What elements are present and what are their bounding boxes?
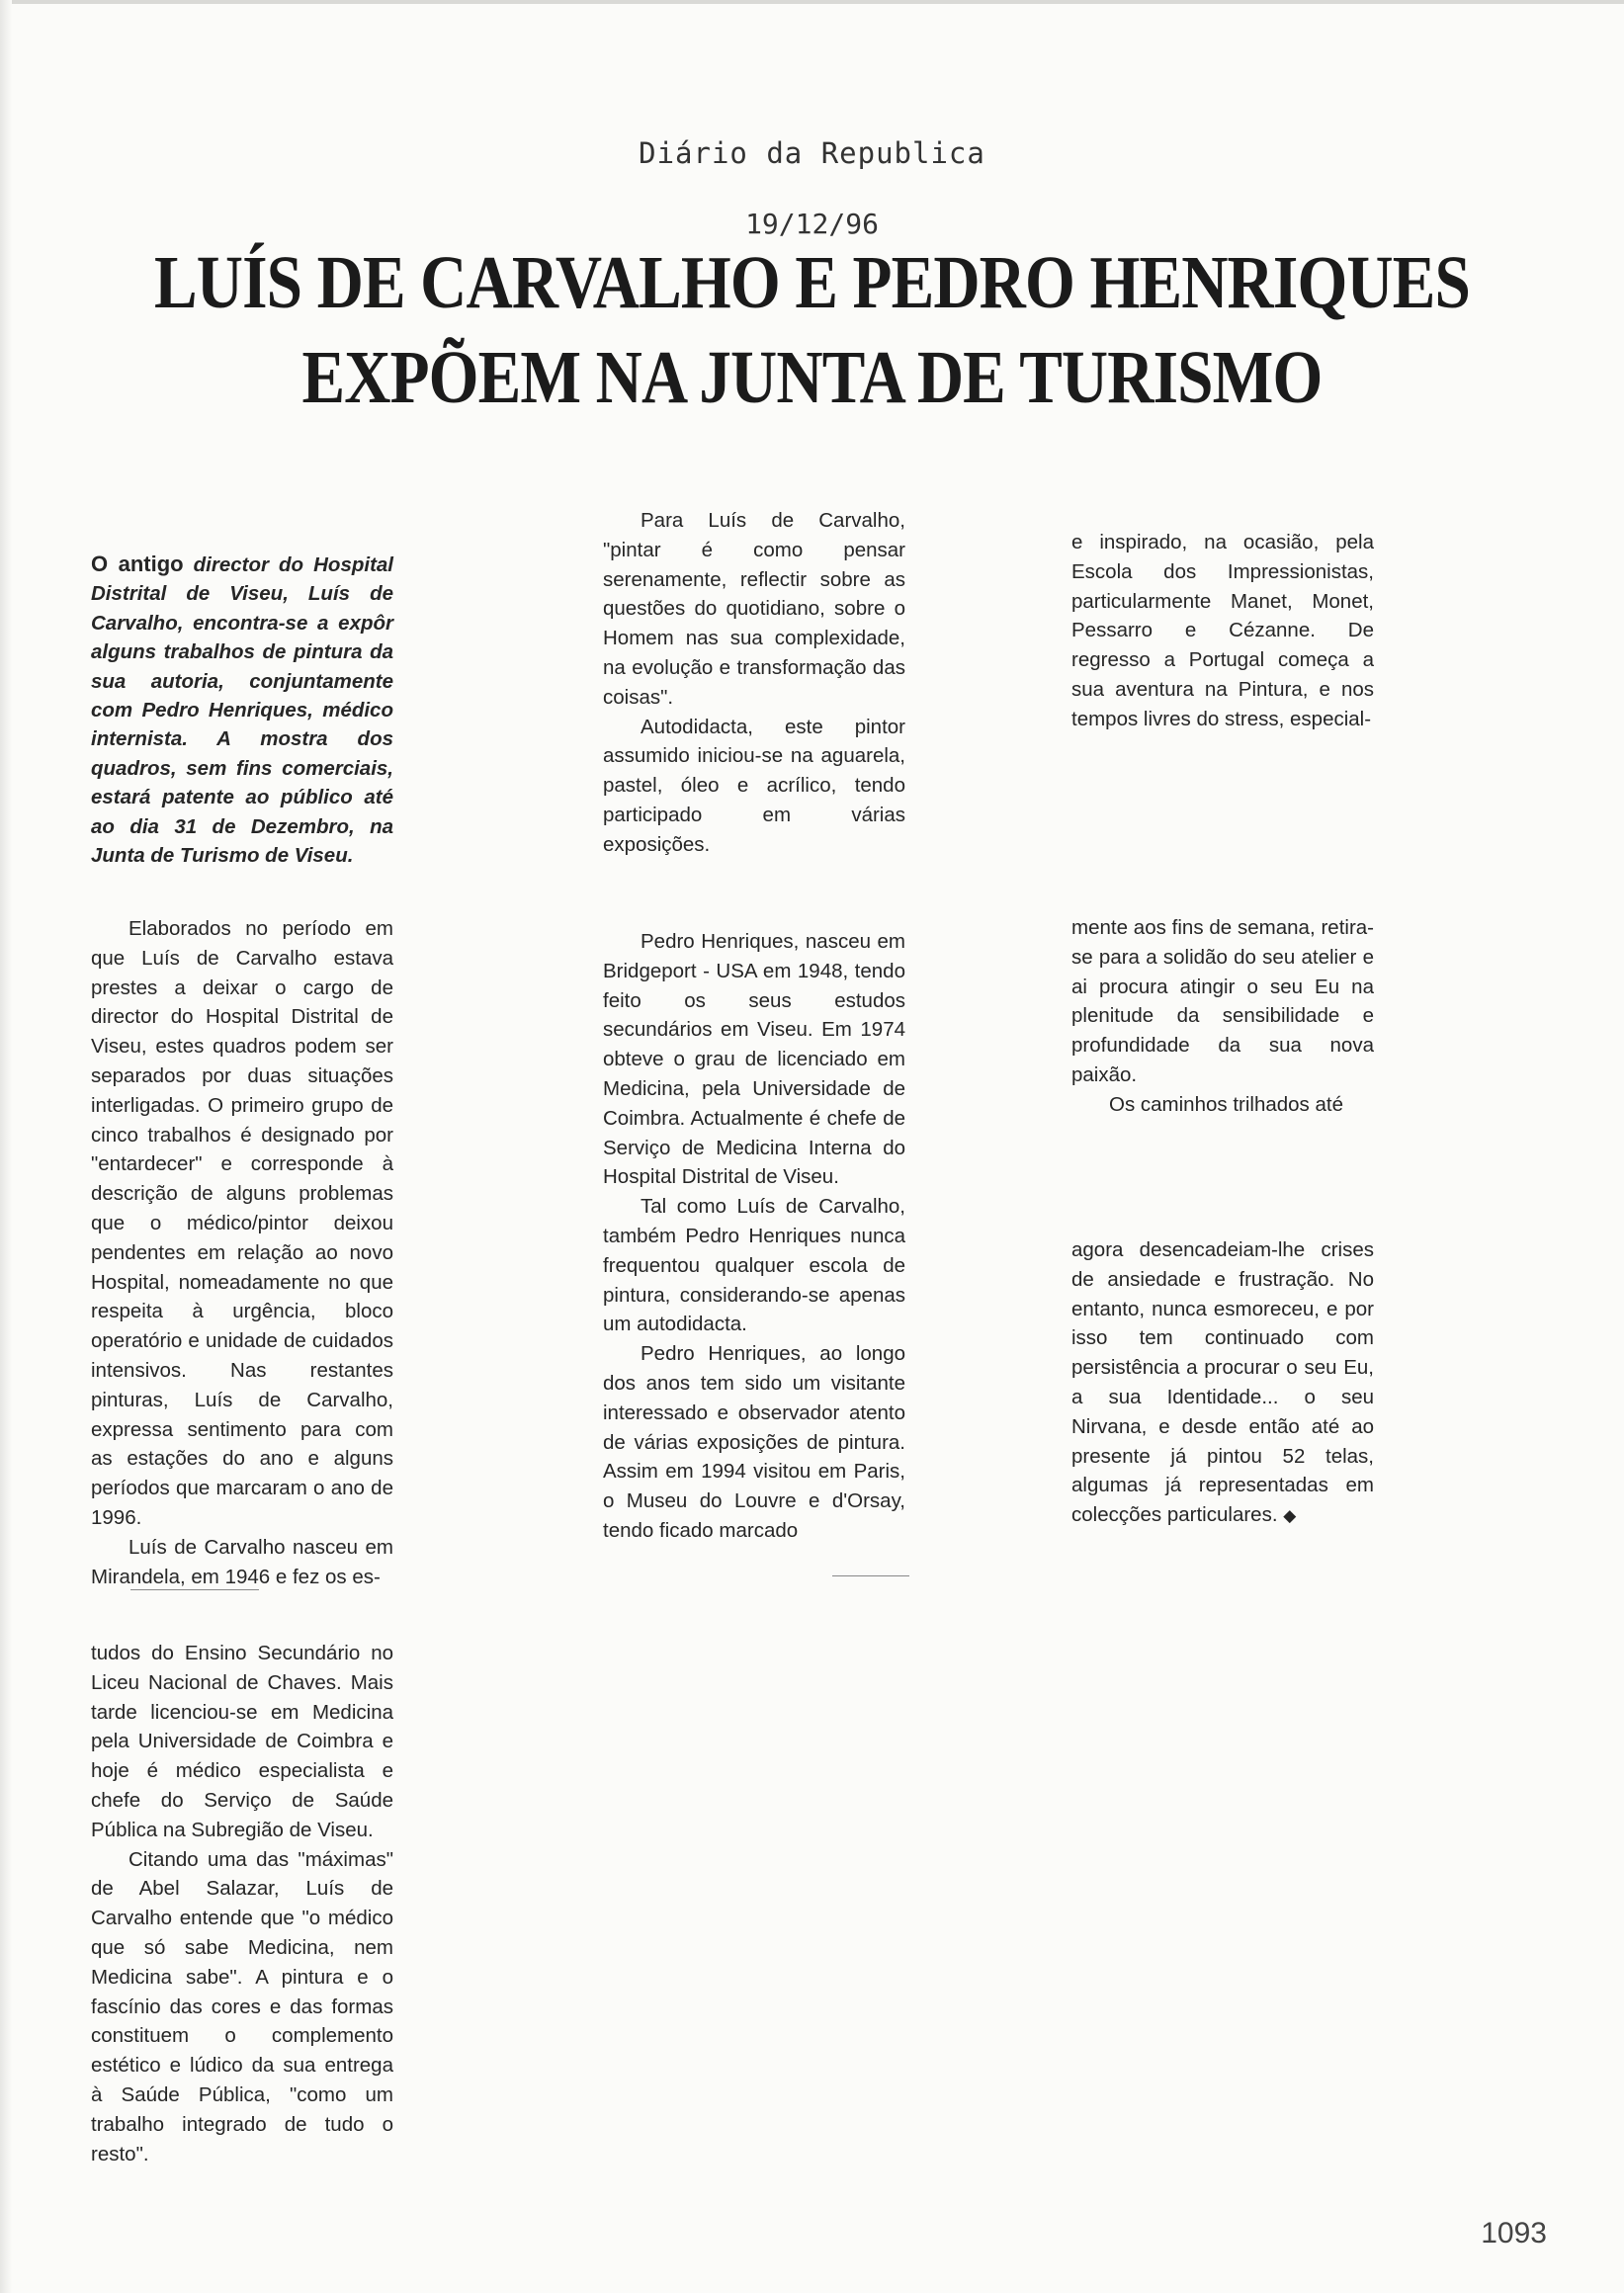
paragraph: Os caminhos trilhados até [1109, 1092, 1344, 1116]
column-rule [130, 1589, 259, 1590]
publication-date: 19/12/96 [745, 208, 879, 240]
column-2-top [603, 506, 905, 860]
page-number: 1093 [1481, 2217, 1547, 2250]
publication-name: Diário da Republica [639, 136, 985, 170]
paragraph: Autodidacta, este pintor assumido iniciou-se na aguarela, pastel, óleo e acrílico, tendo participado em várias exposições. [603, 715, 905, 856]
lead-paragraph [91, 550, 393, 870]
paragraph: mente aos fins de semana, retira-se para a solidão do seu atelier e ai procura atingir o seu Eu na plenitude da sensibilidade e profundidade da sua nova paixão. [1071, 916, 1374, 1086]
paragraph: Tal como Luís de Carvalho, também Pedro Henriques nunca frequentou qualquer escola de pintura, considerando-se apenas um autodidacta. [603, 1195, 905, 1336]
paragraph: tudos do Ensino Secundário no Liceu Nacional de Chaves. Mais tarde licenciou-se em Medicina pela Universidade de Coimbra e hoje é médico especialista e chefe do Serviço de Saúde Pública na Subregião de Viseu. [91, 1642, 393, 1841]
column-1-body [91, 914, 393, 1591]
column-3-bottom [1071, 1235, 1374, 1531]
headline-line-1: LUÍS DE CARVALHO E PEDRO HENRIQUES [153, 241, 1471, 324]
paragraph: Elaborados no período em que Luís de Carvalho estava prestes a deixar o cargo de director do Hospital Distrital de Viseu, estes quadros podem ser separados por duas situações interligadas. O primeiro grupo de cinco trabalhos é designado por "entardecer" e corresponde à descrição de alguns problemas que o médico/pintor deixou pendentes em relação ao novo Hospital, nomeadamente no que respeita à urgência, bloco operatório e unidade de cuidados intensivos. Nas restantes pinturas, Luís de Carvalho, expressa sentimento para com as estações do ano e alguns períodos que marcaram o ano de 1996. [91, 917, 393, 1529]
paragraph: Citando uma das "máximas" de Abel Salazar, Luís de Carvalho entende que "o médico que só sabe Medicina, nem Medicina sabe". A pintura e o fascínio das cores e das formas constituem o complemento estético e lúdico da sua entrega à Saúde Pública, "como um trabalho integrado de tudo o resto". [91, 1847, 393, 2166]
lead-block [91, 550, 393, 870]
page-top-edge [0, 0, 1624, 4]
column-rule [832, 1575, 909, 1576]
lead-drop: O antigo [91, 552, 184, 576]
paragraph: Pedro Henriques, nasceu em Bridgeport - USA em 1948, tendo feito os seus estudos secundários em Viseu. Em 1974 obteve o grau de licenciado em Medicina, pela Universidade de Coimbra. Actualmente é chefe de Serviço de Medicina Interna do Hospital Distrital de Viseu. [603, 930, 905, 1189]
end-diamond-icon: ◆ [1283, 1506, 1297, 1526]
lead-text: director do Hospital Distrital de Viseu, Luís de Carvalho, encontra-se a expôr alguns trabalhos de pintura da sua autoria, conjuntamente com Pedro Henriques, médico internista. A mostra dos quadros, sem fins comerciais, estará patente ao público até ao dia 31 de Dezembro, na Junta de Turismo de Viseu. [91, 553, 393, 868]
column-1-continued [91, 1639, 393, 2168]
headline [114, 235, 1510, 425]
paragraph: e inspirado, na ocasião, pela Escola dos Impressionistas, particularmente Manet, Monet, Pessarro e Cézanne. De regresso a Portugal começa a sua aventura na Pintura, e nos tempos livres do stress, especial- [1071, 531, 1374, 730]
column-3-top [1071, 528, 1374, 734]
paragraph [1071, 1235, 1374, 1531]
paragraph: Para Luís de Carvalho, "pintar é como pensar serenamente, reflectir sobre as questões do quotidiano, sobre o Homem nas sua complexidade, na evolução e transformação das coisas". [603, 509, 905, 709]
paragraph: Pedro Henriques, ao longo dos anos tem sido um visitante interessado e observador atento de várias exposições de pintura. Assim em 1994 visitou em Paris, o Museu do Louvre e d'Orsay, tendo ficado marcado [603, 1342, 905, 1542]
page-left-edge [0, 0, 12, 2293]
column-2-body [603, 927, 905, 1546]
headline-line-2: EXPÕEM NA JUNTA DE TURISMO [301, 336, 1323, 419]
column-3-mid [1071, 913, 1374, 1120]
paragraph: Luís de Carvalho nasceu em Mirandela, em 1946 e fez os es- [91, 1535, 393, 1588]
paragraph-text: agora desencadeiam-lhe crises de ansiedade e frustração. No entanto, nunca esmoreceu, e por isso tem continuado com persistência a procurar o seu Eu, a sua Identidade... o seu Nirvana, e desde então até ao presente já pintou 52 telas, algumas já representadas em colecções particulares. [1071, 1238, 1374, 1527]
